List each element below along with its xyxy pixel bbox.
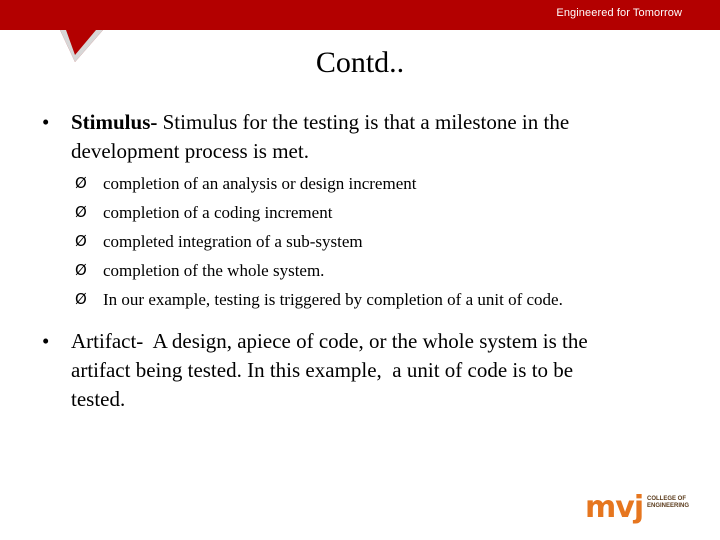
artifact-term: Artifact- [71,329,144,353]
artifact-text-line2: artifact being tested. In this example, a unit of code is to be [71,358,574,382]
artifact-text-line1: A design, apiece of code, or the whole system is the [143,329,588,353]
list-item [75,169,695,198]
list-item [75,285,695,314]
stimulus-bullet [42,108,682,166]
list-item-text: completed integration of a sub-system [103,232,363,251]
artifact-bullet [42,327,682,414]
artifact-text-line3: tested. [71,387,126,411]
list-item [75,256,695,285]
arrow-bullet-icon: Ø [75,232,87,250]
artifact-bullet-text [42,327,682,414]
list-item [75,227,695,256]
college-logo [585,492,690,526]
stimulus-term: Stimulus- [71,110,158,134]
stimulus-bullet-text [42,108,682,166]
list-item-text: completion of an analysis or design increment [103,174,417,193]
logo-text [647,496,689,510]
logo-line2: ENGINEERING [647,503,690,509]
logo-line1: COLLEGE OF [647,496,686,502]
stimulus-sub-list [75,169,695,314]
slide-title [0,44,720,82]
arrow-bullet-icon: Ø [75,203,87,221]
header-tagline: Engineered for Tomorrow [556,7,682,19]
logo-mark: mvj [585,490,644,525]
arrow-bullet-icon: Ø [75,290,87,308]
list-item-text: completion of the whole system. [103,261,325,280]
bullet-marker: • [42,329,50,353]
stimulus-text-line2: development process is met. [71,139,309,163]
arrow-bullet-icon: Ø [75,174,87,192]
list-item-text: completion of a coding increment [103,203,333,222]
arrow-bullet-icon: Ø [75,261,87,279]
slide-title-text: Contd.. [315,46,405,79]
bullet-marker: • [42,110,50,134]
list-item [75,198,695,227]
stimulus-text-line1: Stimulus for the testing is that a milestone in the [157,110,570,134]
list-item-text: In our example, testing is triggered by completion of a unit of code. [103,290,563,309]
